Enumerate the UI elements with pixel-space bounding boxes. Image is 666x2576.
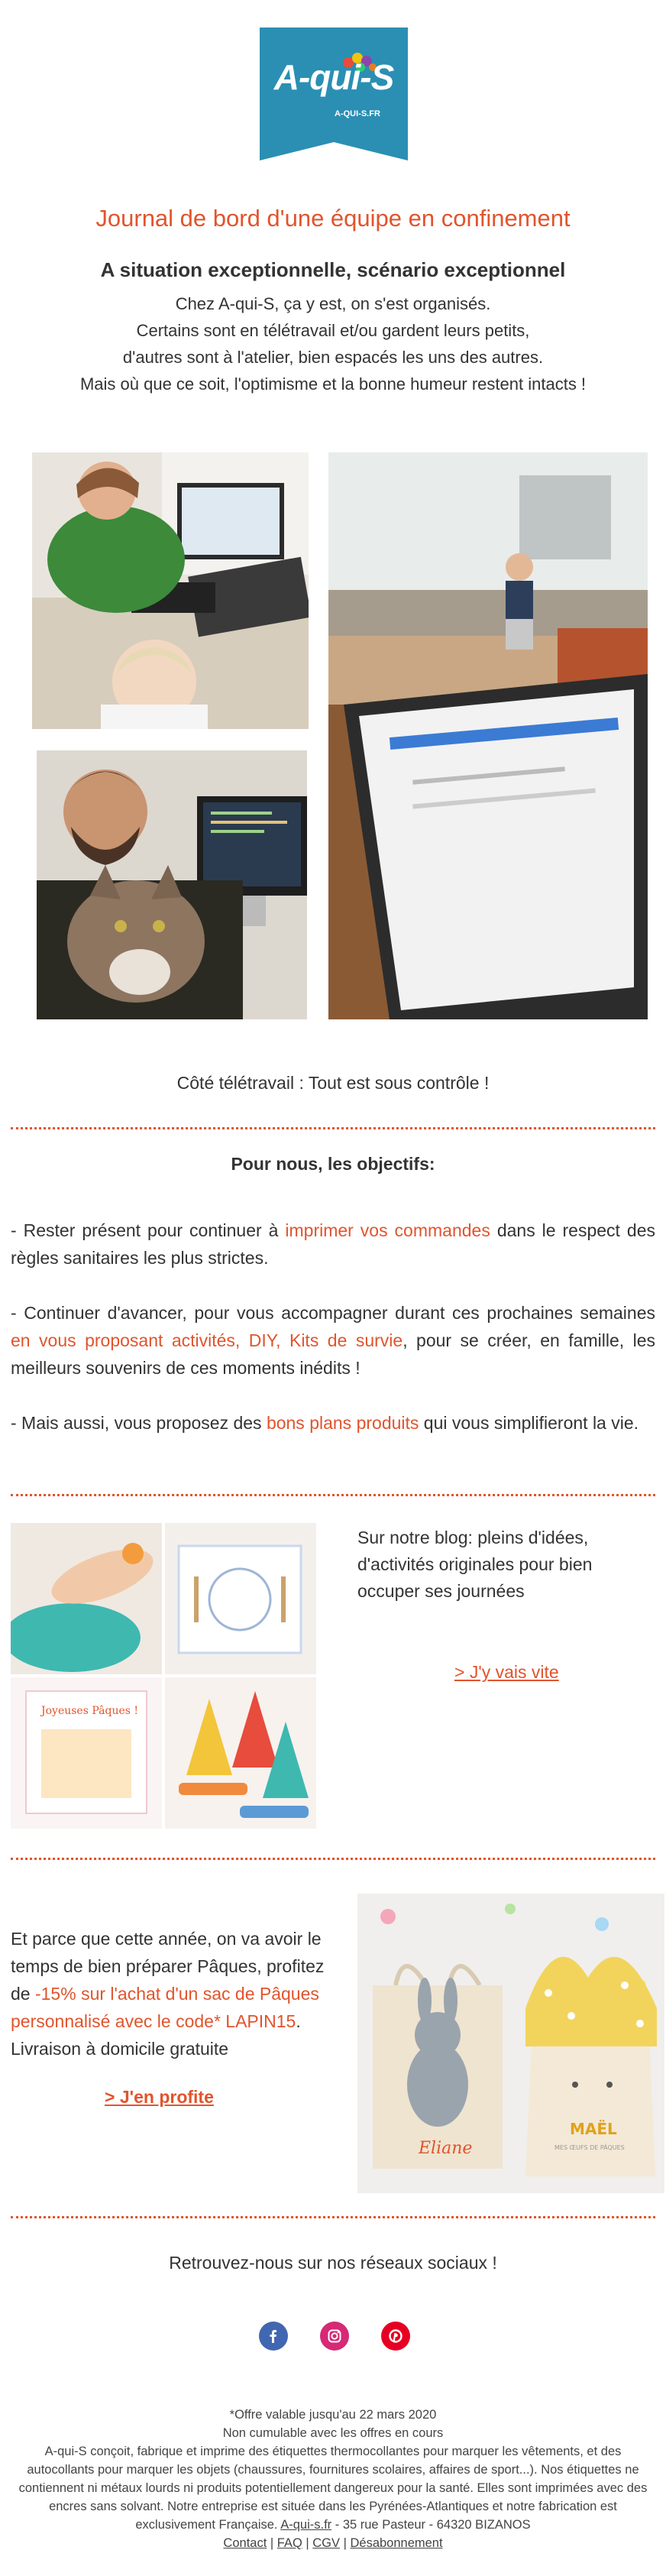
teletravail-caption: Côté télétravail : Tout est sous contrôle ! [176,1073,490,1093]
logo-text: A-qui-S [273,57,394,97]
photo-woman-desk-baby [32,452,309,729]
objective-paragraph-1 [11,1217,655,1272]
footer-link-faq[interactable]: FAQ [276,2536,302,2550]
text: Et parce que cette année, on va avoir le temps de bien préparer Pâques, profitez de [11,1929,325,2004]
blog-link[interactable]: > J'y vais vite [454,1662,559,1682]
footer-links [11,2534,655,2552]
dotted-divider [11,2216,655,2218]
footer-link-unsubscribe[interactable]: Désabonnement [350,2536,443,2550]
bag-name-text: MAËL [570,2120,617,2138]
separator: | [302,2536,313,2550]
text: - Rester présent pour continuer à [11,1220,286,1240]
photo-kitchen-laptop [328,452,648,1019]
company-address: - 35 rue Pasteur - 64320 BIZANOS [331,2518,531,2532]
bag-subtext: MES ŒUFS DE PÂQUES [554,2144,625,2151]
promo-code-text: -15% sur l'achat d'un sac de Pâques personnalisé avec le code* LAPIN15 [11,1984,319,2031]
facebook-icon[interactable] [259,2322,288,2351]
pinterest-icon[interactable] [381,2322,410,2351]
offer-conditions: Non cumulable avec les offres en cours [222,2426,444,2440]
intro-line: d'autres sont à l'atelier, bien espacés les uns des autres. [122,348,544,367]
site-link[interactable]: A-qui-s.fr [280,2518,332,2532]
text: - Mais aussi, vous proposez des [11,1413,267,1433]
footer-company-info [11,2442,655,2534]
paques-offer-text [11,1925,328,2062]
separator: | [267,2536,277,2550]
offer-validity: *Offre valable jusqu'au 22 mars 2020 [229,2408,437,2422]
social-title: Retrouvez-nous sur nos réseaux sociaux ! [169,2253,497,2273]
dotted-divider [11,1127,655,1129]
intro-line: Mais où que ce soit, l'optimisme et la bonne humeur restent intacts ! [79,374,587,394]
photo-man-with-cat [37,750,307,1019]
objective-paragraph-2 [11,1299,655,1382]
logo-subtext: A-QUI-S.FR [335,109,380,118]
dotted-divider [11,1494,655,1496]
footer [11,2406,655,2552]
footer-link-cgv[interactable]: CGV [312,2536,341,2550]
intro-line: Certains sont en télétravail et/ou gardent leurs petits, [136,321,530,340]
objectives-title: Pour nous, les objectifs: [231,1154,435,1174]
text: dans le respect des règles sanitaires les plus strictes. [11,1220,656,1268]
text: , pour se créer, en famille, les meilleurs souvenirs de ces moments inédits ! [11,1330,655,1378]
blog-activities-collage[interactable] [11,1523,316,1829]
dotted-divider [11,1858,655,1860]
text: qui vous simplifieront la vie. [419,1413,639,1433]
blog-text: Sur notre blog: pleins d'idées, d'activités originales pour bien occuper ses journées [357,1528,593,1601]
paques-offer-link[interactable]: > J'en profite [105,2087,214,2107]
instagram-icon[interactable] [320,2322,349,2351]
intro-line: Chez A-qui-S, ça y est, on s'est organisés. [175,294,491,313]
highlight-text[interactable]: bons plans produits [266,1413,419,1433]
page-title: Journal de bord d'une équipe en confinement [95,205,571,232]
thumb-text: Joyeuses Pâques ! [41,1705,139,1717]
logo[interactable] [260,28,408,160]
objective-paragraph-3 [11,1409,655,1437]
easter-bags-photo[interactable] [357,1894,664,2193]
page-subtitle: A situation exceptionnelle, scénario exceptionnel [100,258,566,281]
text: - Continuer d'avancer, pour vous accompagner durant ces prochaines semaines [11,1303,655,1323]
highlight-text[interactable]: en vous proposant activités, DIY, Kits de survie [11,1330,403,1350]
separator: | [340,2536,351,2550]
text: . Livraison à domicile gratuite [11,2011,301,2059]
bag-name-text: Eliane [419,2139,473,2158]
highlight-text[interactable]: imprimer vos commandes [285,1220,490,1240]
footer-link-contact[interactable]: Contact [223,2536,267,2550]
company-description: A-qui-S conçoit, fabrique et imprime des étiquettes thermocollantes pour marquer les vêtements, et des autocollants pour marquer les objets (chaussures, fournitures scolaires, affaires de sport...). Nos étiquettes ne contiennent ni métaux lourds ni produits potentiellement dangereux pour la santé. Elles sont imprimées avec des encres sans solvant. Notre entreprise est située dans les Pyrénées-Atlantiques et notre fabrication est exclusivement Française. [18,2445,648,2532]
intro-text [0,290,666,397]
